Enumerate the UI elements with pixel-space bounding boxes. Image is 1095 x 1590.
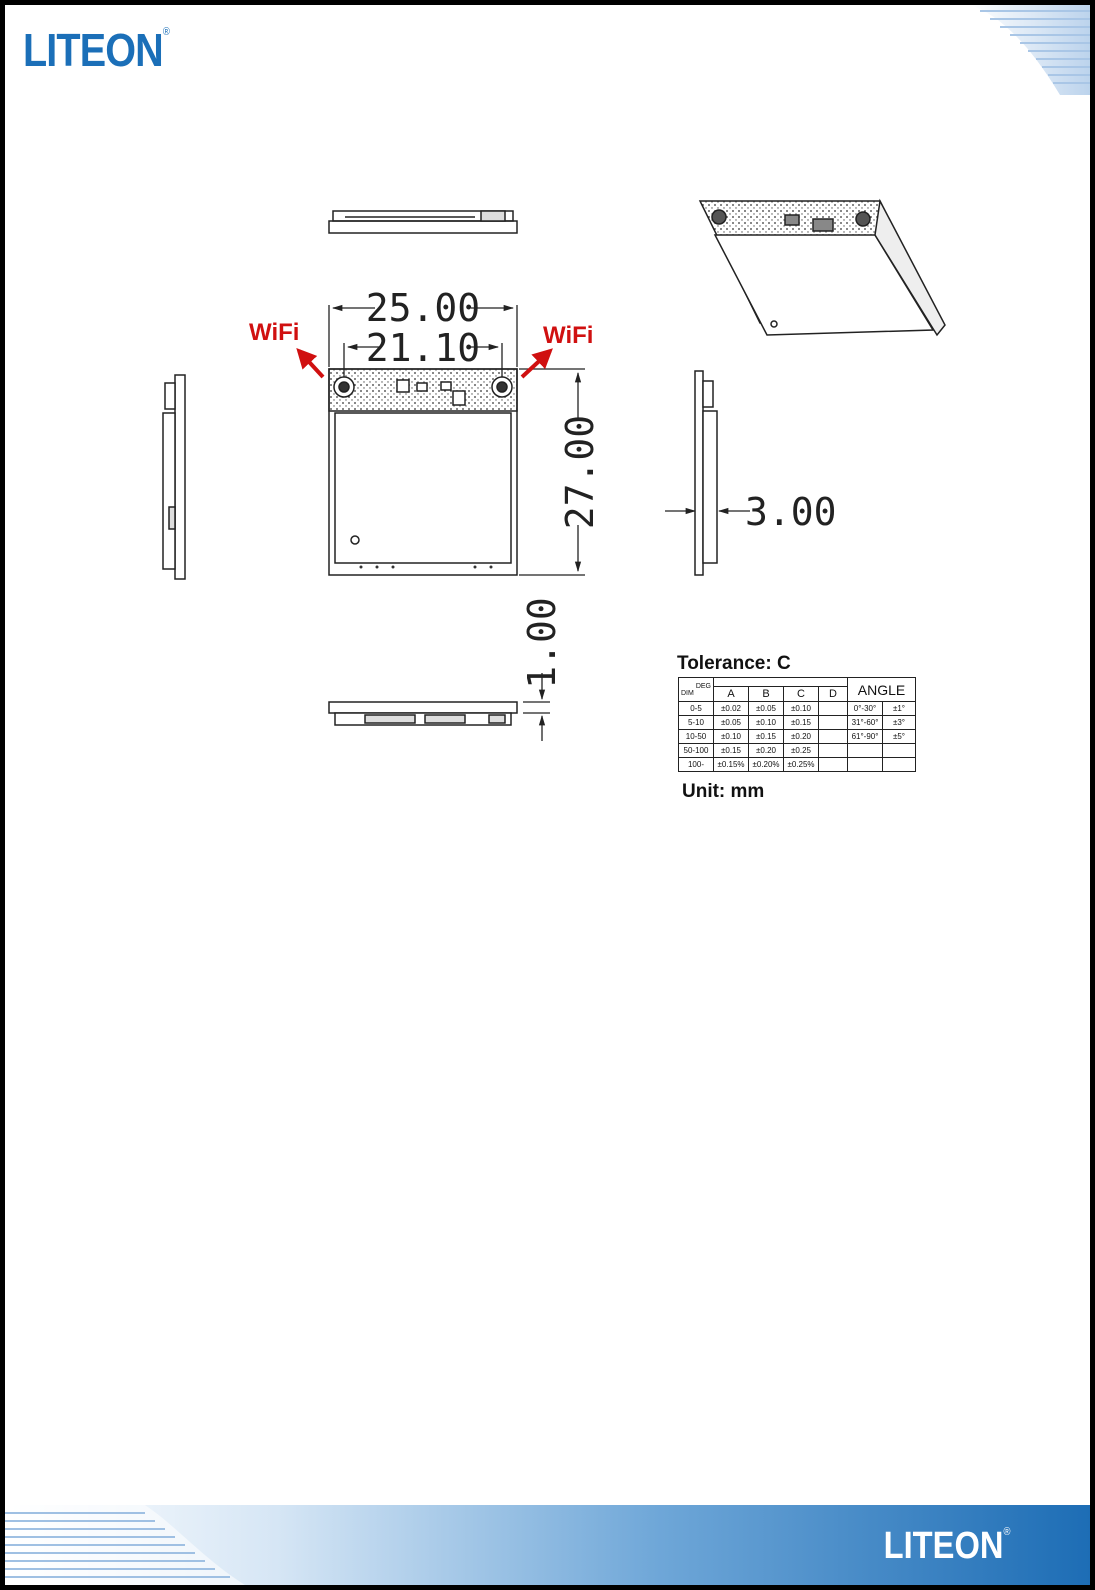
logo-text: LITEON	[23, 24, 163, 76]
tolerance-row	[679, 702, 916, 716]
tolerance-dim: 50-100	[679, 744, 714, 758]
registered-mark: ®	[162, 26, 170, 38]
tolerance-dim: 0-5	[679, 702, 714, 716]
tolerance-angle	[848, 744, 883, 758]
left-side-view	[163, 375, 185, 579]
tolerance-row	[679, 744, 916, 758]
tolerance-angle-tol: ±5°	[883, 730, 916, 744]
tolerance-b: ±0.15	[749, 730, 784, 744]
tolerance-a: ±0.15	[714, 744, 749, 758]
mechanical-drawing	[5, 5, 1090, 835]
logo-text: LITEON	[883, 1525, 1004, 1567]
tolerance-a: ±0.05	[714, 716, 749, 730]
tolerance-b: ±0.05	[749, 702, 784, 716]
tolerance-angle: 0°-30°	[848, 702, 883, 716]
tolerance-angle-tol: ±3°	[883, 716, 916, 730]
tolerance-row	[679, 716, 916, 730]
tolerance-col-d: D	[819, 687, 848, 702]
tolerance-angle-header: ANGLE	[848, 678, 916, 702]
datasheet-page	[5, 5, 1090, 1585]
tolerance-d	[819, 716, 848, 730]
iso-view	[700, 201, 945, 335]
tolerance-row	[679, 730, 916, 744]
tolerance-col-a: A	[714, 687, 749, 702]
dim-width-outer: 25.00	[365, 286, 481, 330]
tolerance-table	[678, 677, 916, 772]
tolerance-c: ±0.25%	[784, 758, 819, 772]
tolerance-corner-top: DEG	[695, 682, 711, 690]
tolerance-angle: 61°-90°	[848, 730, 883, 744]
right-side-view	[695, 371, 717, 575]
tolerance-title: Tolerance: C	[677, 653, 791, 674]
wifi-label-left: WiFi	[249, 319, 300, 346]
tolerance-dim: 100-	[679, 758, 714, 772]
tolerance-angle-tol	[883, 758, 916, 772]
top-side-view	[329, 211, 517, 233]
tolerance-b: ±0.20%	[749, 758, 784, 772]
tolerance-dim: 10-50	[679, 730, 714, 744]
tolerance-c: ±0.25	[784, 744, 819, 758]
tolerance-row	[679, 758, 916, 772]
tolerance-corner-bottom: DIM	[681, 689, 694, 697]
dim-height: 27.00	[558, 414, 602, 530]
dim-thickness: 3.00	[745, 490, 837, 534]
tolerance-col-b: B	[749, 687, 784, 702]
tolerance-b: ±0.20	[749, 744, 784, 758]
tolerance-b: ±0.10	[749, 716, 784, 730]
dim-width-inner: 21.10	[365, 326, 481, 370]
tolerance-a: ±0.02	[714, 702, 749, 716]
tolerance-corner-cell	[679, 678, 714, 702]
tolerance-a: ±0.15%	[714, 758, 749, 772]
bottom-side-view	[329, 702, 517, 725]
tolerance-angle: 31°-60°	[848, 716, 883, 730]
tolerance-angle-tol: ±1°	[883, 702, 916, 716]
wifi-label-right: WiFi	[543, 322, 594, 349]
tolerance-angle-tol	[883, 744, 916, 758]
dim-pcb-thickness: 1.00	[520, 597, 564, 689]
tolerance-c: ±0.15	[784, 716, 819, 730]
registered-mark: ®	[1003, 1526, 1010, 1538]
tolerance-d	[819, 758, 848, 772]
unit-label: Unit: mm	[682, 781, 765, 802]
tolerance-d	[819, 702, 848, 716]
tolerance-d	[819, 744, 848, 758]
tolerance-c: ±0.20	[784, 730, 819, 744]
tolerance-dim: 5-10	[679, 716, 714, 730]
tolerance-a: ±0.10	[714, 730, 749, 744]
tolerance-grade-spacer	[714, 678, 848, 687]
tolerance-angle	[848, 758, 883, 772]
liteon-logo-bottom	[883, 1527, 1010, 1565]
tolerance-c: ±0.10	[784, 702, 819, 716]
tolerance-d	[819, 730, 848, 744]
tolerance-col-c: C	[784, 687, 819, 702]
front-view	[329, 369, 517, 575]
